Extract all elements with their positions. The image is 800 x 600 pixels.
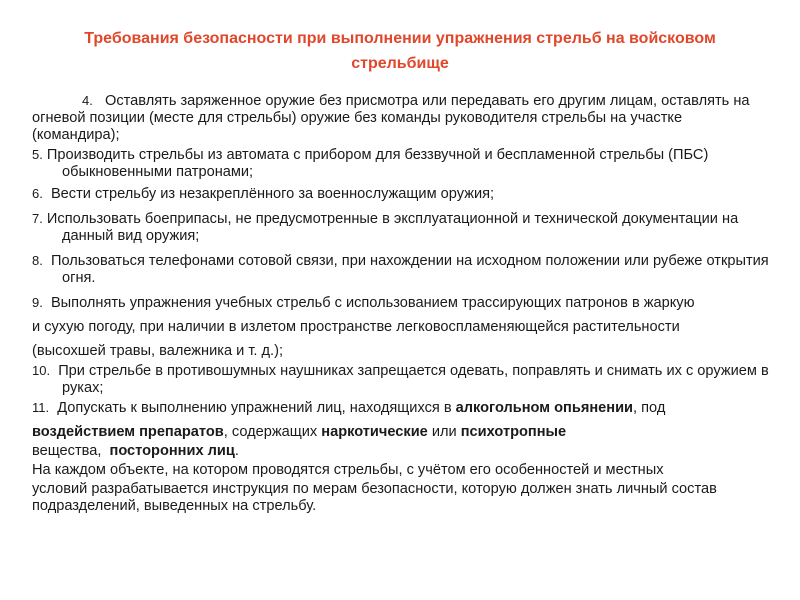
item-text: вещества, (32, 443, 110, 459)
list-item (32, 185, 772, 203)
item-text: Производить стрельбы из автомата с прибором для беззвучной и беспламенной стрельбы (ПБС) обыкновенными патронами; (46, 147, 709, 180)
item-text: и сухую погоду, при наличии в излетом пространстве легковоспламеняющейся растительности (32, 319, 680, 335)
item-number: 9. (32, 295, 43, 310)
item-text: Выполнять упражнения учебных стрельб с использованием трассирующих патронов в жаркую (50, 295, 695, 311)
item-text: Допускать к выполнению упражнений лиц, находящихся в (57, 400, 456, 416)
item-text: (высохшей травы, валежника и т. д.); (32, 343, 284, 359)
emphasis-drugs: воздействием препаратов (32, 424, 224, 440)
item-number: 6. (32, 186, 43, 201)
emphasis-alcohol: алкогольном опьянении (455, 400, 634, 416)
item-text: , под (633, 400, 666, 416)
closing-paragraph (32, 462, 772, 479)
list-item (32, 362, 772, 397)
closing-text: На каждом объекте, на котором проводятся стрельбы, с учётом его особенностей и местных (32, 462, 664, 478)
item-text: Использовать боеприпасы, не предусмотренные в эксплуатационной и технической документации на данный вид оружия; (46, 211, 739, 244)
item-text: Оставлять заряженное оружие без присмотра или передавать его другим лицам, оставлять на огневой позиции (месте для стрельбы) оружие без команды руководителя стрельбы на участке (командира); (32, 93, 750, 143)
item-number: 10. (32, 363, 51, 378)
list-item-continued (32, 424, 772, 441)
item-number: 8. (32, 253, 43, 268)
list-item-continued (32, 319, 772, 336)
list-item (32, 210, 772, 245)
item-text: При стрельбе в противошумных наушниках запрещается одевать, поправлять и снимать их с оружием в руках; (58, 363, 769, 396)
emphasis-outsiders: посторонних лиц (109, 443, 235, 459)
emphasis-narcotic: наркотические (321, 424, 428, 440)
page-title: Требования безопасности при выполнении упражнения стрельб на войсковом стрельбище (84, 30, 716, 72)
list-item (32, 399, 772, 417)
item-number: 7. (32, 211, 43, 226)
item-text: Пользоваться телефонами сотовой связи, при нахождении на исходном положении или рубеже открытия огня. (50, 253, 769, 286)
emphasis-psychotropic: психотропные (460, 424, 567, 440)
item-text: . (234, 443, 239, 459)
list-item (32, 252, 772, 287)
requirements-list (32, 92, 772, 519)
item-number: 5. (32, 147, 43, 162)
item-text: Вести стрельбу из незакреплённого за военнослужащим оружия; (50, 186, 495, 202)
closing-paragraph-continued (32, 481, 772, 515)
item-text: , содержащих (223, 424, 322, 440)
list-item-continued (32, 343, 772, 360)
closing-text: условий разрабатывается инструкция по мерам безопасности, которую должен знать личный состав подразделений, выведенных на стрельбу. (32, 481, 717, 514)
item-number: 11. (32, 400, 50, 415)
list-item-continued (32, 443, 772, 460)
item-number: 4. (82, 93, 93, 108)
list-item (32, 146, 772, 181)
item-text: или (427, 424, 461, 440)
list-item (32, 92, 772, 144)
list-item (32, 294, 772, 312)
